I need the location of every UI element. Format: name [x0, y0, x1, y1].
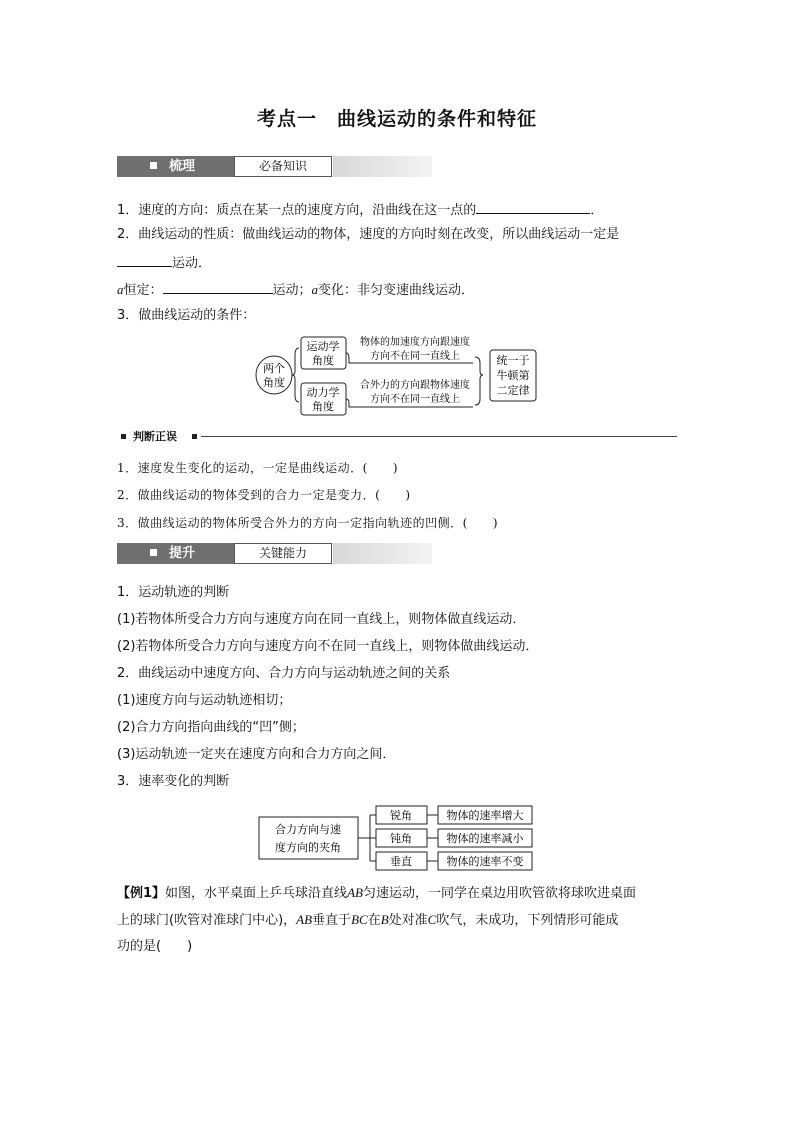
section-label: 梳理	[169, 159, 196, 174]
judge-question-3: 3．做曲线运动的物体所受合外力的方向一定指向轨迹的凹侧．( )	[117, 516, 499, 530]
top-box-text-1: 运动学	[306, 340, 340, 353]
judge-question-2: 2．做曲线运动的物体受到的合力一定是变力．( )	[117, 488, 411, 502]
bottom-box-text-1: 动力学	[306, 386, 340, 399]
square-icon	[121, 434, 126, 439]
item-relationship-1: (1)速度方向与运动轨迹相切；	[117, 693, 292, 708]
result-text-2: 牛顿第	[496, 369, 530, 382]
left-brace	[292, 348, 299, 402]
example-line-3: 功的是( )	[117, 939, 193, 954]
square-icon	[192, 434, 197, 439]
item-curve-nature: 2．曲线运动的性质：做曲线运动的物体，速度的方向时刻在改变，所以曲线运动一定是	[117, 227, 620, 242]
fill-blank	[163, 279, 273, 294]
item-relationship: 2．曲线运动中速度方向、合力方向与运动轨迹之间的关系	[117, 666, 451, 681]
result-text-1: 统一于	[496, 354, 530, 367]
item-relationship-2: (2)合力方向指向曲线的“凹”侧；	[117, 720, 305, 735]
bottom-desc-1: 合外力的方向跟物体速度	[360, 380, 470, 391]
item-acceleration: a恒定： 运动；a变化：非匀变速曲线运动．	[117, 279, 474, 301]
section-sublabel: 关键能力	[234, 543, 332, 564]
judge-label: 判断正误	[133, 430, 177, 443]
top-desc-1: 物体的加速度方向跟速度	[360, 337, 470, 348]
root-text-2: 角度	[263, 376, 285, 389]
right-brace	[475, 357, 483, 405]
fill-blank	[117, 252, 172, 267]
item-conditions: 3．做曲线运动的条件：	[117, 308, 256, 323]
acute-text: 锐角	[390, 809, 412, 822]
square-icon	[150, 162, 157, 169]
page-title: 考点一 曲线运动的条件和特征	[256, 108, 537, 130]
two-angles-diagram	[255, 333, 545, 417]
fill-blank	[476, 199, 590, 214]
speed-change-diagram	[258, 804, 538, 872]
item-relationship-3: (3)运动轨迹一定夹在速度方向和合力方向之间．	[117, 747, 396, 762]
perpendicular-text: 垂直	[390, 855, 412, 868]
judge-question-1: 1．速度发生变化的运动，一定是曲线运动．( )	[117, 461, 398, 475]
root-text-2: 度方向的夹角	[275, 841, 341, 854]
root-text-1: 两个	[263, 362, 285, 375]
bottom-box-text-2: 角度	[312, 400, 334, 413]
root-text-1: 合力方向与速	[275, 823, 341, 836]
top-desc-2: 方向不在同一直线上	[370, 351, 460, 362]
section-header-review	[117, 156, 432, 177]
bottom-desc-2: 方向不在同一直线上	[370, 394, 460, 405]
section-header-improve	[117, 543, 432, 564]
section-label: 提升	[169, 546, 196, 561]
example-line-2: 上的球门(吹管对准球门中心)，AB垂直于BC在B处对准C吹气，未成功，下列情形可能成	[117, 912, 619, 928]
item-curve-nature-cont: 运动．	[117, 252, 211, 274]
obtuse-text: 钝角	[390, 832, 412, 845]
example-tag: 【例1】	[117, 886, 166, 901]
item-trajectory-1: (1)若物体所受合力方向与速度方向在同一直线上，则物体做直线运动．	[117, 612, 526, 627]
result-text-3: 二定律	[496, 384, 530, 397]
section-sublabel: 必备知识	[234, 156, 332, 177]
item-speed-change: 3．速率变化的判断	[117, 774, 230, 789]
item-trajectory-judge: 1．运动轨迹的判断	[117, 585, 230, 600]
item-trajectory-2: (2)若物体所受合力方向与速度方向不在同一直线上，则物体做曲线运动．	[117, 639, 539, 654]
example-line-1: 【例1】如图，水平桌面上乒乓球沿直线AB匀速运动，一同学在桌边用吹管欲将球吹进桌面	[117, 885, 636, 901]
top-box-text-2: 角度	[312, 354, 334, 367]
judge-header	[117, 428, 677, 446]
constant-text: 物体的速率不变	[446, 855, 524, 868]
increase-text: 物体的速率增大	[446, 809, 524, 822]
square-icon	[150, 549, 157, 556]
item-velocity-direction: 1．速度的方向：质点在某一点的速度方向，沿曲线在这一点的 ．	[117, 199, 603, 221]
divider	[201, 436, 677, 437]
decrease-text: 物体的速率减小	[446, 832, 524, 845]
